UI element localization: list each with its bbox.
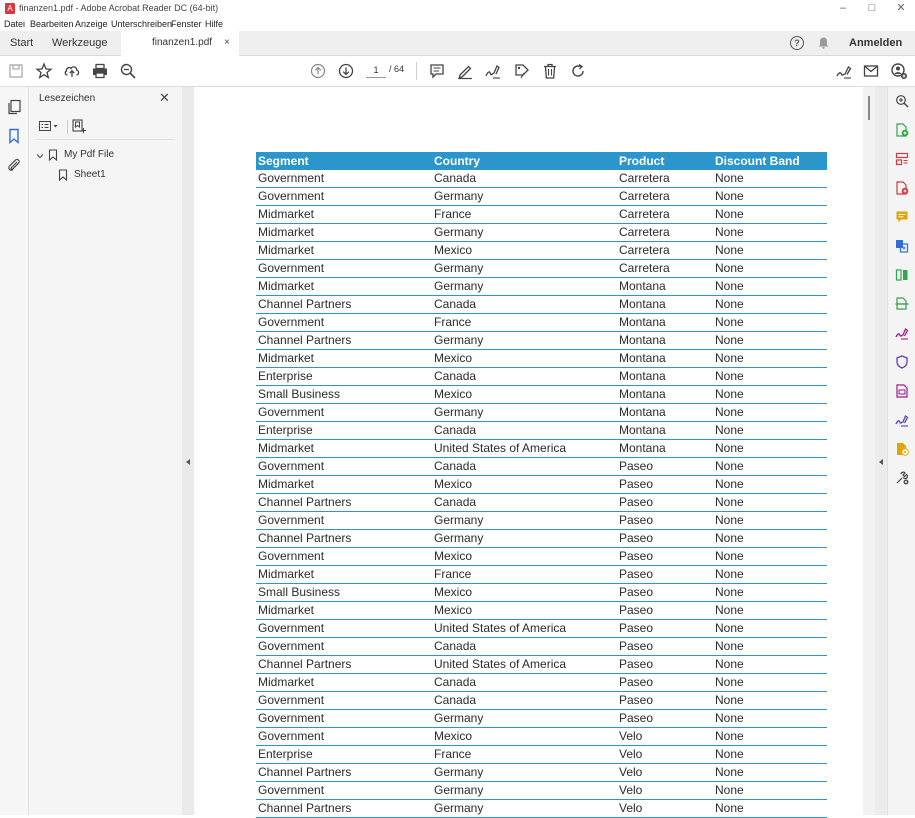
zoom-in-icon[interactable] (895, 94, 909, 108)
highlight-pen-icon[interactable] (456, 62, 474, 80)
cell-segment: Government (256, 404, 432, 422)
table-row (256, 548, 827, 566)
cell-country: Canada (432, 638, 617, 656)
cell-discount-band: None (713, 314, 827, 332)
cell-segment: Midmarket (256, 440, 432, 458)
print-icon[interactable] (91, 62, 109, 80)
maximize-button[interactable]: □ (868, 2, 876, 14)
left-panel-collapse-handle[interactable] (182, 87, 194, 815)
request-signature-icon[interactable] (895, 413, 909, 427)
cell-discount-band: None (713, 458, 827, 476)
scan-ocr-icon[interactable] (895, 297, 909, 311)
cell-segment: Channel Partners (256, 494, 432, 512)
cell-discount-band: None (713, 566, 827, 584)
cell-product: Paseo (617, 638, 713, 656)
new-bookmark-icon[interactable] (72, 119, 86, 134)
bookmark-options-icon[interactable] (39, 120, 61, 134)
chevron-down-icon[interactable] (35, 150, 45, 160)
cell-segment: Enterprise (256, 368, 432, 386)
main-toolbar (0, 56, 915, 87)
draw-signature-icon[interactable] (484, 62, 502, 80)
cell-country: Germany (432, 404, 617, 422)
cell-discount-band: None (713, 422, 827, 440)
table-row (256, 224, 827, 242)
cell-segment: Midmarket (256, 206, 432, 224)
cell-segment: Government (256, 548, 432, 566)
cell-product: Paseo (617, 566, 713, 584)
cell-country: Mexico (432, 242, 617, 260)
table-row (256, 476, 827, 494)
table-row (256, 584, 827, 602)
send-for-review-icon[interactable] (895, 442, 909, 456)
table-row (256, 206, 827, 224)
cell-product: Paseo (617, 584, 713, 602)
table-row (256, 746, 827, 764)
cell-discount-band: None (713, 368, 827, 386)
cell-product: Carretera (617, 260, 713, 278)
bookmark-icon (48, 149, 58, 161)
cell-product: Montana (617, 368, 713, 386)
help-icon[interactable]: ? (790, 36, 804, 50)
star-icon[interactable] (35, 62, 53, 80)
cell-product: Velo (617, 764, 713, 782)
zoom-out-icon[interactable] (119, 62, 137, 80)
left-navigation-rail (0, 87, 29, 815)
scrollbar-thumb[interactable] (868, 96, 870, 120)
cell-discount-band: None (713, 224, 827, 242)
column-header-segment: Segment (256, 152, 432, 170)
table-row (256, 764, 827, 782)
cell-discount-band: None (713, 800, 827, 818)
cell-segment: Government (256, 692, 432, 710)
document-view (194, 87, 863, 815)
cell-product: Carretera (617, 206, 713, 224)
cell-product: Carretera (617, 188, 713, 206)
cell-country: France (432, 314, 617, 332)
cell-product: Paseo (617, 710, 713, 728)
table-row (256, 404, 827, 422)
cell-segment: Midmarket (256, 602, 432, 620)
bookmark-child-label[interactable]: Sheet1 (74, 169, 106, 180)
cell-segment: Government (256, 710, 432, 728)
cell-discount-band: None (713, 530, 827, 548)
cell-discount-band: None (713, 350, 827, 368)
cell-country: Mexico (432, 584, 617, 602)
cell-segment: Midmarket (256, 566, 432, 584)
cell-segment: Small Business (256, 584, 432, 602)
cell-product: Carretera (617, 242, 713, 260)
column-header-product: Product (617, 152, 713, 170)
menu-bearbeiten[interactable]: Bearbeiten (30, 19, 74, 29)
table-row (256, 566, 827, 584)
cell-discount-band: None (713, 548, 827, 566)
column-header-discount-band: Discount Band (713, 152, 827, 170)
cell-discount-band: None (713, 404, 827, 422)
cell-segment: Government (256, 782, 432, 800)
right-panel-collapse-handle[interactable] (875, 87, 887, 815)
window-title: finanzen1.pdf - Adobe Acrobat Reader DC (64-bit) (19, 3, 219, 13)
cell-country: Germany (432, 764, 617, 782)
cell-country: Mexico (432, 476, 617, 494)
data-table (256, 152, 827, 818)
cell-discount-band: None (713, 296, 827, 314)
cell-segment: Channel Partners (256, 332, 432, 350)
prepare-form-icon[interactable] (895, 384, 909, 398)
cell-discount-band: None (713, 782, 827, 800)
cell-discount-band: None (713, 476, 827, 494)
create-pdf-icon[interactable] (895, 181, 909, 195)
close-window-button[interactable]: ✕ (896, 2, 906, 14)
table-row (256, 728, 827, 746)
cell-segment: Midmarket (256, 278, 432, 296)
cell-segment: Small Business (256, 386, 432, 404)
table-row (256, 422, 827, 440)
cell-country: Germany (432, 530, 617, 548)
table-row (256, 368, 827, 386)
save-icon[interactable] (7, 62, 25, 80)
cell-discount-band: None (713, 260, 827, 278)
table-row (256, 188, 827, 206)
table-row (256, 458, 827, 476)
cell-product: Montana (617, 422, 713, 440)
cell-discount-band: None (713, 584, 827, 602)
cell-country: Germany (432, 332, 617, 350)
mail-icon[interactable] (862, 62, 880, 80)
edit-pdf-icon[interactable] (895, 152, 909, 166)
cell-discount-band: None (713, 764, 827, 782)
cell-product: Montana (617, 278, 713, 296)
page-total-label: / 64 (389, 64, 405, 74)
table-row (256, 314, 827, 332)
cell-product: Paseo (617, 458, 713, 476)
organize-pages-icon[interactable] (895, 268, 909, 282)
cell-country: Germany (432, 188, 617, 206)
cell-product: Paseo (617, 512, 713, 530)
cell-country: Germany (432, 224, 617, 242)
cell-country: France (432, 566, 617, 584)
cell-country: Canada (432, 674, 617, 692)
cell-country: United States of America (432, 620, 617, 638)
cell-product: Carretera (617, 224, 713, 242)
cell-country: France (432, 206, 617, 224)
cell-product: Paseo (617, 548, 713, 566)
cell-discount-band: None (713, 206, 827, 224)
cell-country: Canada (432, 368, 617, 386)
cell-product: Montana (617, 314, 713, 332)
cell-product: Montana (617, 404, 713, 422)
cell-country: Germany (432, 782, 617, 800)
panel-separator (37, 139, 174, 140)
panel-divider (67, 120, 68, 134)
tab-bar (0, 31, 915, 56)
cell-product: Montana (617, 386, 713, 404)
account-add-icon[interactable] (890, 62, 908, 80)
cell-discount-band: None (713, 278, 827, 296)
cell-segment: Channel Partners (256, 800, 432, 818)
table-row (256, 782, 827, 800)
cell-segment: Midmarket (256, 350, 432, 368)
table-row (256, 332, 827, 350)
cell-segment: Government (256, 188, 432, 206)
table-row (256, 260, 827, 278)
collapse-left-icon[interactable] (186, 459, 190, 465)
login-button[interactable]: Anmelden (849, 37, 903, 49)
right-tools-rail (887, 87, 915, 815)
fill-sign-icon[interactable] (895, 326, 909, 340)
cell-segment: Government (256, 620, 432, 638)
menu-unterschreiben[interactable]: Unterschreiben (111, 19, 173, 29)
delete-icon[interactable] (541, 62, 559, 80)
protect-shield-icon[interactable] (895, 355, 909, 369)
toolbar-divider (416, 62, 417, 80)
cell-country: Mexico (432, 350, 617, 368)
cell-discount-band: None (713, 746, 827, 764)
menu-anzeige[interactable]: Anzeige (75, 19, 108, 29)
cell-product: Paseo (617, 476, 713, 494)
cell-segment: Government (256, 314, 432, 332)
minimize-button[interactable]: – (839, 2, 847, 14)
vertical-scrollbar[interactable] (863, 87, 875, 815)
cell-country: Germany (432, 260, 617, 278)
rotate-icon[interactable] (569, 62, 587, 80)
cell-segment: Channel Partners (256, 530, 432, 548)
cell-segment: Government (256, 458, 432, 476)
table-row (256, 296, 827, 314)
cell-country: Canada (432, 458, 617, 476)
cell-country: United States of America (432, 656, 617, 674)
cell-discount-band: None (713, 494, 827, 512)
comment-icon[interactable] (428, 62, 446, 80)
cell-product: Paseo (617, 620, 713, 638)
cell-discount-band: None (713, 386, 827, 404)
cell-country: Canada (432, 296, 617, 314)
table-header-row (256, 152, 827, 170)
table-row (256, 494, 827, 512)
table-row (256, 674, 827, 692)
cell-country: Canada (432, 422, 617, 440)
cell-segment: Channel Partners (256, 296, 432, 314)
cell-country: Mexico (432, 548, 617, 566)
cell-segment: Government (256, 512, 432, 530)
table-row (256, 350, 827, 368)
cell-product: Montana (617, 350, 713, 368)
bell-icon[interactable] (818, 37, 829, 49)
table-row (256, 170, 827, 188)
table-body (256, 170, 827, 818)
cell-product: Paseo (617, 674, 713, 692)
cell-discount-band: None (713, 512, 827, 530)
cell-discount-band: None (713, 170, 827, 188)
cell-segment: Midmarket (256, 674, 432, 692)
cell-product: Paseo (617, 530, 713, 548)
menu-fenster[interactable]: Fenster (171, 19, 202, 29)
cell-product: Montana (617, 332, 713, 350)
cell-segment: Midmarket (256, 476, 432, 494)
table-row (256, 386, 827, 404)
more-tools-icon[interactable] (895, 471, 909, 485)
cell-discount-band: None (713, 188, 827, 206)
attachment-icon[interactable] (6, 157, 22, 173)
collapse-right-icon[interactable] (879, 459, 883, 465)
tab-tools[interactable]: Werkzeuge (52, 37, 108, 49)
cell-segment: Government (256, 638, 432, 656)
cell-product: Carretera (617, 170, 713, 188)
cell-country: Germany (432, 800, 617, 818)
cell-segment: Government (256, 260, 432, 278)
cell-country: Canada (432, 170, 617, 188)
cell-product: Velo (617, 782, 713, 800)
stamp-icon[interactable] (513, 62, 531, 80)
menu-datei[interactable]: Datei (4, 19, 26, 29)
table-row (256, 656, 827, 674)
cell-product: Paseo (617, 602, 713, 620)
cell-segment: Government (256, 728, 432, 746)
cell-country: Germany (432, 512, 617, 530)
sign-icon[interactable] (835, 62, 853, 80)
cell-country: Germany (432, 278, 617, 296)
cell-country: United States of America (432, 440, 617, 458)
cell-product: Velo (617, 800, 713, 818)
menu-bar (0, 18, 915, 31)
previous-page-icon[interactable] (309, 62, 327, 80)
cell-product: Montana (617, 440, 713, 458)
column-header-country: Country (432, 152, 617, 170)
table-row (256, 440, 827, 458)
cell-product: Paseo (617, 692, 713, 710)
cell-discount-band: None (713, 242, 827, 260)
cell-discount-band: None (713, 332, 827, 350)
cell-discount-band: None (713, 674, 827, 692)
cell-discount-band: None (713, 440, 827, 458)
cell-country: Canada (432, 692, 617, 710)
table-row (256, 620, 827, 638)
page-thumbnails-icon[interactable] (6, 99, 22, 115)
cell-country: France (432, 746, 617, 764)
comment-tool-icon[interactable] (895, 210, 909, 224)
cell-product: Montana (617, 296, 713, 314)
table-row (256, 530, 827, 548)
cell-discount-band: None (713, 602, 827, 620)
tab-start[interactable]: Start (10, 37, 34, 49)
cell-segment: Channel Partners (256, 656, 432, 674)
cell-segment: Enterprise (256, 746, 432, 764)
close-panel-icon[interactable]: ✕ (159, 90, 170, 105)
cell-discount-band: None (713, 692, 827, 710)
cell-segment: Midmarket (256, 224, 432, 242)
bookmark-icon (58, 169, 68, 181)
bookmarks-panel (29, 87, 183, 815)
export-pdf-icon[interactable] (895, 123, 909, 137)
cell-product: Paseo (617, 656, 713, 674)
upload-cloud-icon[interactable] (63, 62, 81, 80)
cell-product: Paseo (617, 494, 713, 512)
cell-segment: Government (256, 170, 432, 188)
bookmark-root-label[interactable]: My Pdf File (64, 149, 115, 160)
cell-discount-band: None (713, 620, 827, 638)
tab-close-icon[interactable]: × (224, 37, 230, 48)
tab-document[interactable] (121, 31, 239, 56)
table-row (256, 278, 827, 296)
cell-product: Velo (617, 746, 713, 764)
cell-discount-band: None (713, 728, 827, 746)
cell-country: Mexico (432, 728, 617, 746)
cell-segment: Enterprise (256, 422, 432, 440)
cell-discount-band: None (713, 710, 827, 728)
cell-discount-band: None (713, 656, 827, 674)
cell-country: Mexico (432, 386, 617, 404)
tab-document-label: finanzen1.pdf (152, 37, 213, 48)
cell-segment: Channel Partners (256, 764, 432, 782)
menu-hilfe[interactable]: Hilfe (205, 19, 224, 29)
page-number-input[interactable]: 1 (366, 63, 386, 78)
title-bar (0, 0, 915, 18)
cell-product: Velo (617, 728, 713, 746)
table-row (256, 710, 827, 728)
table-row (256, 512, 827, 530)
cell-discount-band: None (713, 638, 827, 656)
table-row (256, 242, 827, 260)
bookmarks-panel-title: Lesezeichen (39, 93, 96, 104)
cell-country: Mexico (432, 602, 617, 620)
acrobat-app-icon: A (5, 3, 15, 14)
cell-segment: Midmarket (256, 242, 432, 260)
table-row (256, 602, 827, 620)
cell-country: Canada (432, 494, 617, 512)
combine-files-icon[interactable] (895, 239, 909, 253)
table-row (256, 692, 827, 710)
cell-country: Germany (432, 710, 617, 728)
next-page-icon[interactable] (337, 62, 355, 80)
bookmark-icon[interactable] (6, 128, 22, 144)
table-row (256, 638, 827, 656)
